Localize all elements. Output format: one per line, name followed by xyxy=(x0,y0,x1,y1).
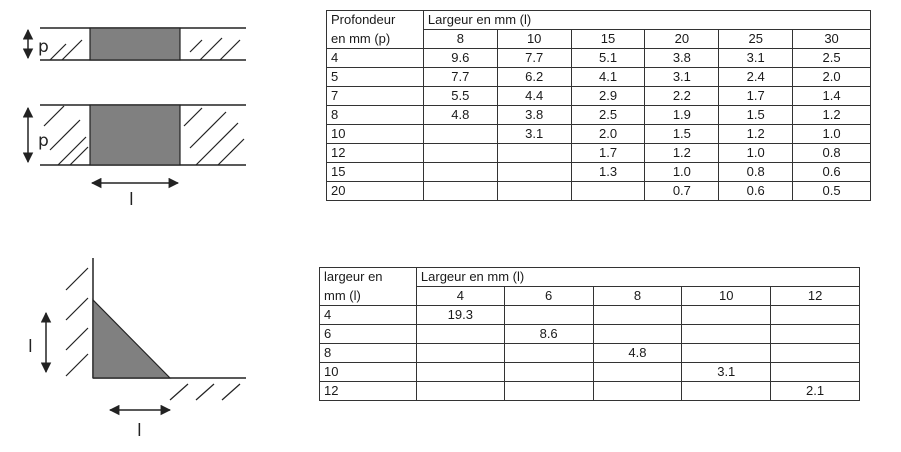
groove-fill xyxy=(90,28,180,60)
table-cell: 0.8 xyxy=(719,163,793,182)
column-header: 30 xyxy=(793,30,871,49)
column-header: 20 xyxy=(645,30,719,49)
table-row xyxy=(327,106,871,125)
table-row xyxy=(327,144,871,163)
table-cell xyxy=(593,382,682,401)
column-header: 8 xyxy=(593,287,682,306)
table-cell xyxy=(682,325,771,344)
row-header-title: Profondeur xyxy=(327,11,424,30)
fillet-width-table xyxy=(319,267,860,401)
table-cell xyxy=(423,144,497,163)
table-cell xyxy=(504,382,593,401)
table-cell xyxy=(682,382,771,401)
table-cell: 4.1 xyxy=(571,68,645,87)
table-cell: 7.7 xyxy=(423,68,497,87)
row-header-unit: en mm (p) xyxy=(327,30,424,49)
table-cell: 0.8 xyxy=(793,144,871,163)
column-header: 15 xyxy=(571,30,645,49)
table-cell: 2.1 xyxy=(771,382,860,401)
table-row xyxy=(320,382,860,401)
table-cell: 3.1 xyxy=(497,125,571,144)
deep-groove-diagram xyxy=(28,105,246,210)
table-cell xyxy=(771,306,860,325)
table-row xyxy=(327,163,871,182)
table-cell: 2.5 xyxy=(793,49,871,68)
table-cell: 3.1 xyxy=(645,68,719,87)
row-label: 4 xyxy=(320,306,417,325)
table-cell xyxy=(571,182,645,201)
column-header-row xyxy=(327,30,871,49)
column-header: 10 xyxy=(497,30,571,49)
table-cell: 2.9 xyxy=(571,87,645,106)
table-row xyxy=(320,344,860,363)
column-header: 25 xyxy=(719,30,793,49)
table-cell: 3.1 xyxy=(682,363,771,382)
table-cell: 1.9 xyxy=(645,106,719,125)
column-group-header: Largeur en mm (l) xyxy=(416,268,859,287)
table-cell xyxy=(423,163,497,182)
table-cell: 5.1 xyxy=(571,49,645,68)
column-header: 8 xyxy=(423,30,497,49)
table-row xyxy=(320,325,860,344)
table-cell: 2.0 xyxy=(793,68,871,87)
corner-fillet-diagram xyxy=(28,258,246,441)
table-cell: 1.2 xyxy=(645,144,719,163)
table-cell: 0.5 xyxy=(793,182,871,201)
table-row xyxy=(327,125,871,144)
table-cell xyxy=(771,363,860,382)
row-label: 7 xyxy=(327,87,424,106)
table-cell: 2.2 xyxy=(645,87,719,106)
column-header: 4 xyxy=(416,287,504,306)
depth-label: p xyxy=(38,37,49,57)
table-cell xyxy=(497,144,571,163)
table-cell: 0.6 xyxy=(719,182,793,201)
row-label: 6 xyxy=(320,325,417,344)
table-cell: 1.2 xyxy=(719,125,793,144)
row-label: 4 xyxy=(327,49,424,68)
row-label: 10 xyxy=(327,125,424,144)
table-cell: 5.5 xyxy=(423,87,497,106)
table-cell xyxy=(416,325,504,344)
column-header: 12 xyxy=(771,287,860,306)
row-label: 20 xyxy=(327,182,424,201)
table-cell: 8.6 xyxy=(504,325,593,344)
row-label: 10 xyxy=(320,363,417,382)
table-cell xyxy=(416,344,504,363)
column-header-row xyxy=(320,287,860,306)
table-cell: 2.4 xyxy=(719,68,793,87)
table-cell xyxy=(497,163,571,182)
table-cell xyxy=(682,344,771,363)
row-header-title: largeur en xyxy=(320,268,417,287)
table-cell: 4.8 xyxy=(593,344,682,363)
depth-label: p xyxy=(38,131,49,151)
table-row xyxy=(327,68,871,87)
table-cell: 1.0 xyxy=(793,125,871,144)
table-cell: 6.2 xyxy=(497,68,571,87)
table-cell xyxy=(416,363,504,382)
row-header-unit: mm (l) xyxy=(320,287,417,306)
table-cell: 7.7 xyxy=(497,49,571,68)
table-cell: 1.4 xyxy=(793,87,871,106)
table-cell: 0.7 xyxy=(645,182,719,201)
table-cell: 1.3 xyxy=(571,163,645,182)
cross-section-diagrams xyxy=(0,0,300,452)
row-label: 12 xyxy=(327,144,424,163)
row-label: 8 xyxy=(327,106,424,125)
header-row xyxy=(327,11,871,30)
table-cell: 1.2 xyxy=(793,106,871,125)
table-row xyxy=(320,306,860,325)
table-cell: 1.7 xyxy=(571,144,645,163)
table-cell xyxy=(416,382,504,401)
row-label: 5 xyxy=(327,68,424,87)
table-row xyxy=(320,363,860,382)
column-header: 10 xyxy=(682,287,771,306)
table-cell xyxy=(771,325,860,344)
table-cell: 3.1 xyxy=(719,49,793,68)
width-label: l xyxy=(129,190,134,210)
fillet-triangle xyxy=(93,300,170,378)
table-cell xyxy=(682,306,771,325)
row-label: 15 xyxy=(327,163,424,182)
table-cell: 3.8 xyxy=(645,49,719,68)
table-cell xyxy=(423,125,497,144)
table-cell: 1.7 xyxy=(719,87,793,106)
table-cell: 9.6 xyxy=(423,49,497,68)
table-cell xyxy=(497,182,571,201)
table-cell: 3.8 xyxy=(497,106,571,125)
groove-fill xyxy=(90,105,180,165)
table-cell xyxy=(593,363,682,382)
table-cell: 4.8 xyxy=(423,106,497,125)
table-cell: 2.0 xyxy=(571,125,645,144)
width-label: l xyxy=(137,421,142,441)
table-cell: 1.0 xyxy=(719,144,793,163)
table-row xyxy=(327,87,871,106)
header-row xyxy=(320,268,860,287)
table-cell: 1.0 xyxy=(645,163,719,182)
column-group-header: Largeur en mm (l) xyxy=(423,11,870,30)
table-cell: 1.5 xyxy=(719,106,793,125)
table-row xyxy=(327,182,871,201)
table-cell xyxy=(593,306,682,325)
row-label: 8 xyxy=(320,344,417,363)
shallow-groove-diagram xyxy=(28,28,246,60)
row-label: 12 xyxy=(320,382,417,401)
column-header: 6 xyxy=(504,287,593,306)
hatch-lines xyxy=(66,268,240,400)
table-cell: 2.5 xyxy=(571,106,645,125)
table1-body xyxy=(327,11,871,201)
groove-depth-table xyxy=(326,10,871,201)
table-cell xyxy=(771,344,860,363)
table-cell: 4.4 xyxy=(497,87,571,106)
table-cell: 0.6 xyxy=(793,163,871,182)
table-cell xyxy=(504,344,593,363)
table-cell xyxy=(593,325,682,344)
table-cell: 1.5 xyxy=(645,125,719,144)
table-cell xyxy=(504,363,593,382)
table-cell xyxy=(423,182,497,201)
table2-body xyxy=(320,268,860,401)
table-cell: 19.3 xyxy=(416,306,504,325)
table-row xyxy=(327,49,871,68)
height-label: l xyxy=(28,337,33,357)
table-cell xyxy=(504,306,593,325)
